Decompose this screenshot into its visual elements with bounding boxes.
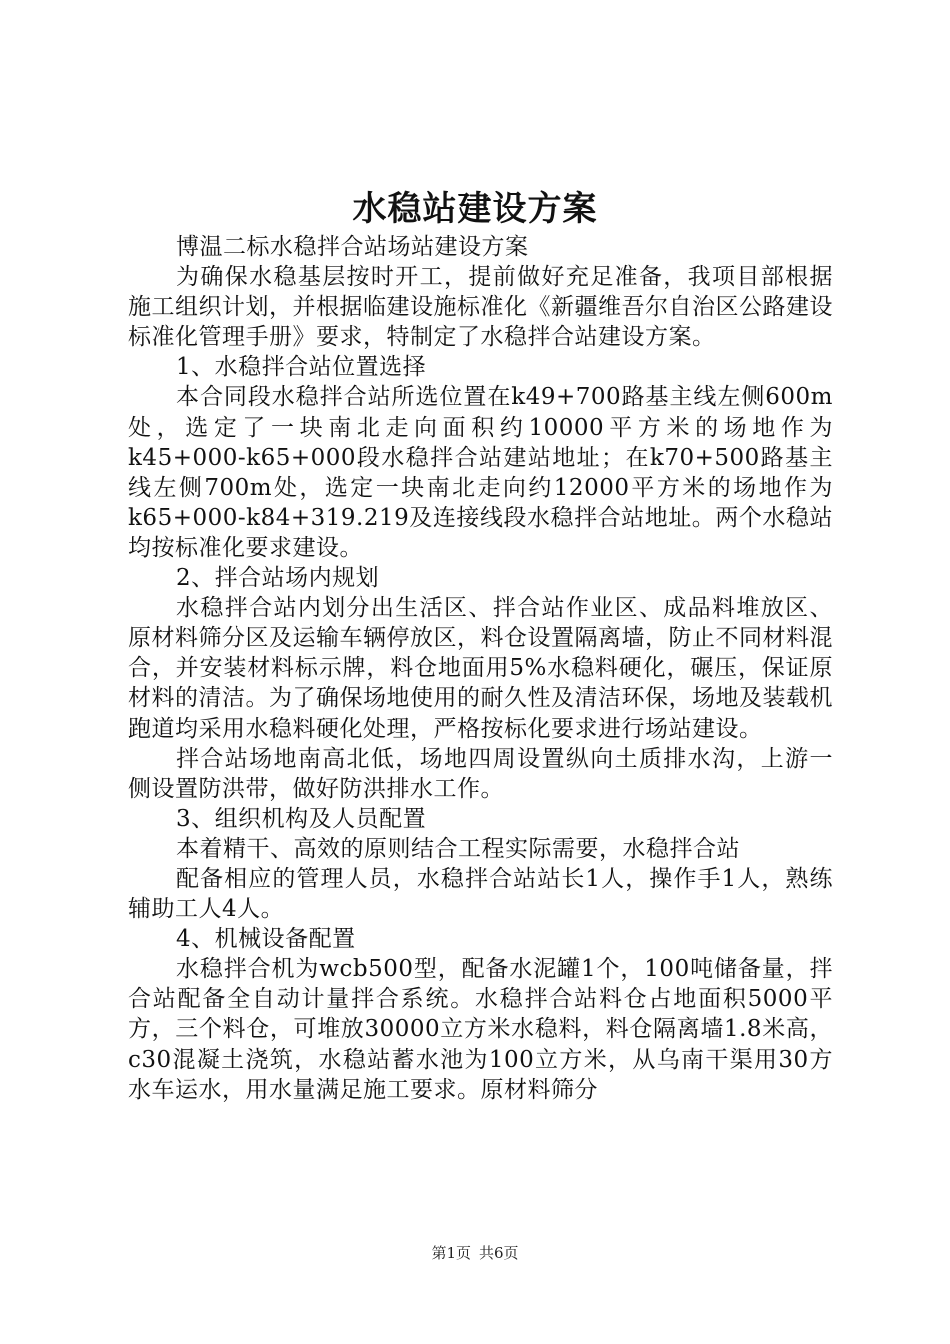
page-number: 第1页 <box>431 1244 471 1262</box>
section-heading-2: 2、拌合站场内规划 <box>176 565 380 592</box>
document-body <box>128 232 833 1105</box>
section-1-paragraph: 本合同段水稳拌合站所选位置在k49+700路基主线左侧600m处，选定了一块南北走向面积约10000平方米的场地作为k45+000-k65+000段水稳拌合站建站地址；在k70+500路基主线左侧700m处，选定一块南北走向约12000平方米的场地作为k65+000-k84+319.219及连接线段水稳拌合站地址。两个水稳站均按标准化要求建设。 <box>128 384 833 561</box>
section-heading-1: 1、水稳拌合站位置选择 <box>176 354 427 381</box>
intro-paragraph: 为确保水稳基层按时开工，提前做好充足准备，我项目部根据施工组织计划，并根据临建设施标准化《新疆维吾尔自治区公路建设标准化管理手册》要求，特制定了水稳拌合站建设方案。 <box>128 264 833 351</box>
section-2-paragraph-1: 水稳拌合站内划分出生活区、拌合站作业区、成品料堆放区、原材料筛分区及运输车辆停放区，料仓设置隔离墙，防止不同材料混合，并安装材料标示牌，料仓地面用5%水稳料硬化，碾压，保证原材料的清洁。为了确保场地使用的耐久性及清洁环保，场地及装载机跑道均采用水稳料硬化处理，严格按标化要求进行场站建设。 <box>128 595 833 742</box>
section-heading-4: 4、机械设备配置 <box>176 926 356 953</box>
section-4-paragraph: 水稳拌合机为wcb500型，配备水泥罐1个，100吨储备量，拌合站配备全自动计量拌合系统。水稳拌合站料仓占地面积5000平方，三个料仓，可堆放30000立方米水稳料，料仓隔离墙1.8米高，c30混凝土浇筑，水稳站蓄水池为100立方米，从乌南干渠用30方水车运水，用水量满足施工要求。原材料筛分 <box>128 956 833 1103</box>
document-title: 水稳站建设方案 <box>352 189 598 229</box>
section-3-paragraph-2: 配备相应的管理人员，水稳拌合站站长1人，操作手1人，熟练辅助工人4人。 <box>128 865 833 923</box>
subtitle-paragraph: 博温二标水稳拌合站场站建设方案 <box>176 234 529 260</box>
page-footer <box>0 1243 950 1263</box>
section-heading-3: 3、组织机构及人员配置 <box>176 805 427 832</box>
section-2-paragraph-2: 拌合站场地南高北低，场地四周设置纵向土质排水沟，上游一侧设置防洪带，做好防洪排水工作。 <box>128 745 833 802</box>
page-total: 共6页 <box>479 1244 519 1262</box>
section-3-paragraph-1: 本着精干、高效的原则结合工程实际需要，水稳拌合站 <box>176 835 740 862</box>
